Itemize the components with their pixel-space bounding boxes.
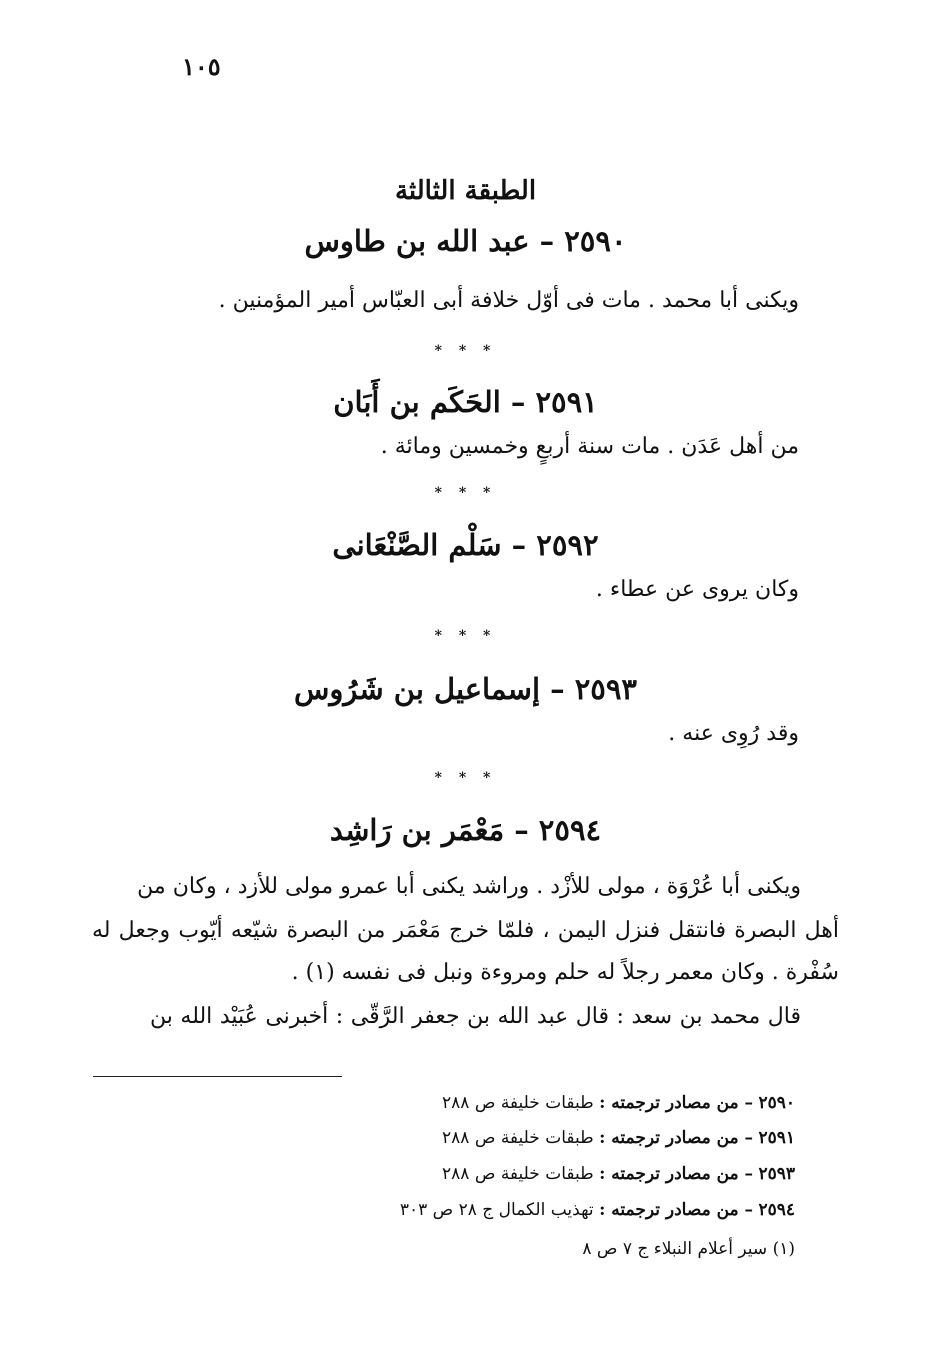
entry-title-2594: ٢٥٩٤ – مَعْمَر بن رَاشِد bbox=[329, 813, 602, 847]
footnote-2594 bbox=[400, 1200, 795, 1220]
footnote-number: ٢٥٩٣ bbox=[758, 1164, 795, 1184]
entry-text-2594-line-1: ويكنى أبا عُرْوَة ، مولى للأزْد . وراشد يكنى أبا عمرو مولى للأزد ، وكان من bbox=[137, 874, 801, 899]
footnote-source: طبقات خليفة ص ٢٨٨ bbox=[442, 1164, 594, 1184]
footnote-label: – من مصادر ترجمته : bbox=[599, 1128, 754, 1148]
entry-title-2590: ٢٥٩٠ – عبد الله بن طاوس bbox=[304, 224, 627, 258]
entry-title-2593: ٢٥٩٣ – إسماعيل بن شَرُوس bbox=[293, 672, 638, 706]
separator-stars: * * * bbox=[434, 343, 497, 359]
entry-text-2594-line-3: سُفْرة . وكان معمر رجلاً له حلم ومروءة ونبل فى نفسه (١) . bbox=[291, 960, 839, 985]
footnote-label: – من مصادر ترجمته : bbox=[599, 1200, 754, 1220]
separator-stars: * * * bbox=[434, 770, 497, 786]
entry-text-2594-line-2: أهل البصرة فانتقل فنزل اليمن ، فلمّا خرج مَعْمَر من البصرة شيّعه أيّوب وجعل له bbox=[92, 918, 839, 943]
footnote-2591 bbox=[442, 1128, 795, 1148]
entry-title-2592: ٢٥٩٢ – سَلْم الصَّنْعَانى bbox=[332, 528, 599, 562]
footnote-source: طبقات خليفة ص ٢٨٨ bbox=[442, 1128, 594, 1148]
footnote-number: ٢٥٩٤ bbox=[758, 1200, 795, 1220]
entry-title-2591: ٢٥٩١ – الحَكَم بن أَبَان bbox=[333, 385, 598, 419]
entry-text-2592: وكان يروى عن عطاء . bbox=[595, 577, 799, 602]
footnote-label: – من مصادر ترجمته : bbox=[599, 1093, 754, 1113]
separator-stars: * * * bbox=[434, 628, 497, 644]
entry-text-2591: من أهل عَدَن . مات سنة أربعٍ وخمسين ومائة . bbox=[380, 434, 799, 459]
entry-text-2593: وقد رُوِى عنه . bbox=[668, 721, 799, 746]
page-number: ١٠٥ bbox=[182, 52, 221, 81]
entry-text-2590: ويكنى أبا محمد . مات فى أوّل خلافة أبى العبّاس أمير المؤمنين . bbox=[218, 288, 799, 313]
footnote-source: طبقات خليفة ص ٢٨٨ bbox=[442, 1093, 594, 1113]
footnote-2593 bbox=[442, 1164, 795, 1184]
footnote-number: ٢٥٩١ bbox=[758, 1128, 795, 1148]
footnote-number: ٢٥٩٠ bbox=[758, 1093, 795, 1113]
separator-stars: * * * bbox=[434, 485, 497, 501]
footnote-label: – من مصادر ترجمته : bbox=[599, 1164, 754, 1184]
footnote-source: تهذيب الكمال ج ٢٨ ص ٣٠٣ bbox=[399, 1200, 594, 1220]
footnote-2590 bbox=[442, 1093, 795, 1113]
footnote-divider bbox=[93, 1076, 342, 1077]
entry-text-2594-line-4: قال محمد بن سعد : قال عبد الله بن جعفر الرَّقّى : أخبرنى عُبَيْد الله بن bbox=[150, 1004, 801, 1029]
footnote-note-1: (١) سير أعلام النبلاء ج ٧ ص ٨ bbox=[582, 1239, 795, 1259]
section-title: الطبقة الثالثة bbox=[394, 176, 537, 206]
